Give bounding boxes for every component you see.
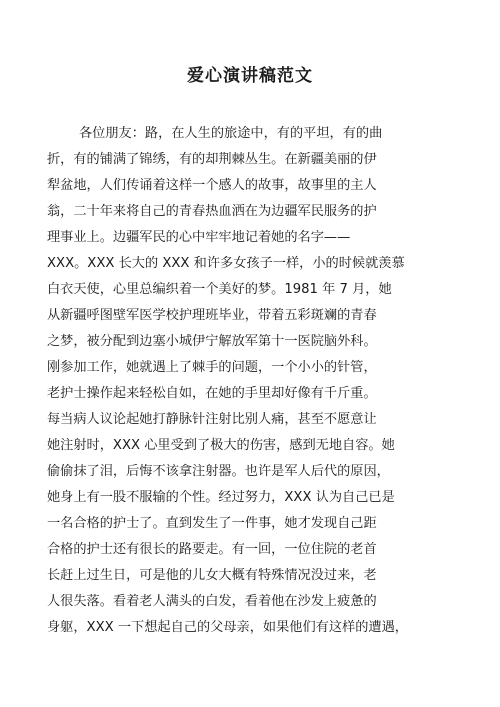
text-line: 她注射时，XXX 心里受到了极大的伤害，感到无地自容。她 bbox=[47, 438, 395, 453]
document-title: 爱心演讲稿范文 bbox=[187, 66, 313, 86]
text-line: 理事业上。边疆军民的心中牢牢地记着她的名字—— bbox=[47, 230, 351, 245]
text-line: 犁盆地，人们传诵着这样一个感人的故事，故事里的主人 bbox=[47, 178, 377, 193]
text-line: 偷偷抹了泪，后悔不该拿注射器。也许是军人后代的原因， bbox=[47, 464, 390, 479]
text-line: 老护士操作起来轻松自如，在她的手里却好像有千斤重。 bbox=[47, 386, 377, 401]
text-line: 她身上有一股不服输的个性。经过努力，XXX 认为自己已是 bbox=[47, 490, 395, 505]
text-line: XXX。XXX 长大的 XXX 和许多女孩子一样，小的时候就羡慕 bbox=[47, 256, 405, 271]
text-line: 刚参加工作，她就遇上了棘手的问题，一个小小的针管， bbox=[47, 360, 377, 375]
text-line: 人很失落。看着老人满头的白发，看着他在沙发上疲惫的 bbox=[47, 594, 377, 609]
text-line: 每当病人议论起她打静脉针注射比别人痛，甚至不愿意让 bbox=[47, 412, 377, 427]
text-line: 翁，二十年来将自己的青春热血洒在为边疆军民服务的护 bbox=[47, 204, 377, 219]
text-line: 白衣天使，心里总编织着一个美好的梦。1981 年 7 月，她 bbox=[47, 282, 392, 297]
text-line: 之梦，被分配到边塞小城伊宁解放军第十一医院脑外科。 bbox=[47, 334, 377, 349]
text-line: 一名合格的护士了。直到发生了一件事，她才发现自己距 bbox=[47, 516, 377, 531]
text-line: 各位朋友：路，在人生的旅途中，有的平坦，有的曲 bbox=[79, 126, 383, 141]
text-line: 身躯，XXX 一下想起自己的父母亲，如果他们有这样的遭遇， bbox=[47, 620, 408, 635]
text-line: 合格的护士还有很长的路要走。有一回，一位住院的老首 bbox=[47, 542, 377, 557]
text-line: 折，有的铺满了锦绣，有的却荆棘丛生。在新疆美丽的伊 bbox=[47, 152, 377, 167]
text-line: 长赶上过生日，可是他的儿女大概有特殊情况没过来，老 bbox=[47, 568, 377, 583]
text-line: 从新疆呼图壁军医学校护理班毕业，带着五彩斑斓的青春 bbox=[47, 308, 377, 323]
